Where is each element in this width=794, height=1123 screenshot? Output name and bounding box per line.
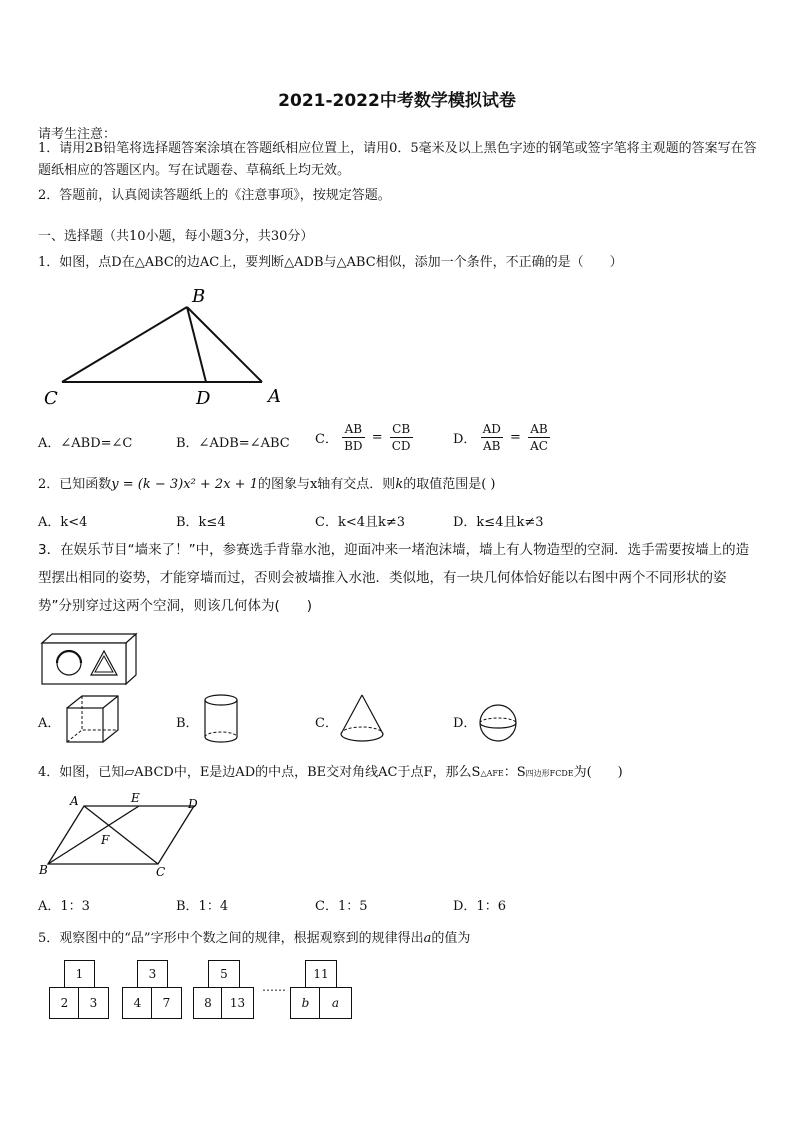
q4-option-d[interactable]: D．1：6	[453, 899, 506, 914]
question-4-stem	[38, 761, 623, 780]
q5-stem-post: 的值为	[431, 931, 471, 946]
q1-option-c-label: C．	[315, 432, 338, 447]
pin-left-box: 8	[193, 987, 223, 1019]
label-a: A	[70, 794, 79, 808]
q3-option-a[interactable]: A．	[38, 716, 61, 731]
label-f: F	[101, 833, 110, 847]
pin-right-box: 3	[78, 987, 109, 1019]
q2-stem-pre: 2．已知函数	[38, 477, 112, 492]
pin-top-box: 11	[305, 960, 337, 988]
numerator: AD	[482, 422, 501, 436]
q4-stem: 4．如图，已知▱ABCD中，E是边AD的中点，BE交对角线AC于点F，那么S	[38, 765, 481, 780]
cylinder-icon	[200, 692, 242, 746]
pin-left-box: 2	[49, 987, 80, 1019]
label-e: E	[131, 791, 140, 805]
q1-option-b[interactable]: B．∠ADB=∠ABC	[176, 436, 290, 451]
notice-item-2: 2．答题前，认真阅读答题纸上的《注意事项》，按规定答题。	[38, 188, 391, 203]
denominator: BD	[344, 439, 363, 453]
label-b: B	[192, 286, 206, 307]
denominator: AB	[482, 439, 501, 453]
q2-option-a[interactable]: A．k<4	[38, 515, 88, 530]
notice-heading: 请考生注意：	[38, 127, 117, 142]
question-1-stem: 1．如图，点D在△ABC的边AC上，要判断△ADB与△ABC相似，添加一个条件，不正确的是（ ）	[38, 255, 623, 270]
pin-top-box: 3	[137, 960, 168, 988]
q2-stem-post: 的取值范围是( )	[403, 477, 496, 492]
q4-option-c[interactable]: C．1：5	[315, 899, 368, 914]
q5-a: a	[423, 931, 432, 946]
q1-option-c[interactable]	[315, 421, 413, 454]
q4-colon: ：S	[503, 765, 526, 780]
diagonal-ac	[84, 806, 158, 864]
fraction	[390, 421, 413, 454]
equals-sign: =	[371, 430, 383, 445]
q4-subscript-fcde: 四边形FCDE	[525, 769, 574, 778]
pin-right-box: 7	[151, 987, 182, 1019]
q2-option-d[interactable]: D．k≤4且k≠3	[453, 515, 544, 530]
denominator: CD	[391, 439, 411, 453]
q2-k: k	[395, 477, 404, 492]
question-5-stem	[38, 927, 470, 946]
q3-option-b[interactable]: B．	[176, 716, 199, 731]
q5-stem-pre: 5．观察图中的“品”字形中个数之间的规律，根据观察到的规律得出	[38, 931, 424, 946]
pin-left-box: 4	[122, 987, 153, 1019]
fraction	[342, 421, 364, 454]
fraction	[481, 421, 503, 454]
pin-right-box: 13	[221, 987, 254, 1019]
label-d: D	[188, 797, 198, 811]
q3-option-d[interactable]: D．	[453, 716, 477, 731]
q3-option-c[interactable]: C．	[315, 716, 338, 731]
q2-formula: y = (k − 3)x² + 2x + 1	[111, 477, 258, 492]
wall-with-circle-and-triangle-holes-icon	[40, 631, 140, 687]
ellipsis: ……	[262, 980, 286, 994]
label-a: A	[268, 386, 281, 407]
numerator: AB	[342, 421, 364, 438]
equals-sign: =	[510, 430, 521, 445]
denominator: AC	[530, 439, 548, 453]
cube-icon	[64, 693, 124, 745]
q4-subscript-afe: △AFE	[480, 769, 504, 778]
question-2-stem	[38, 473, 495, 492]
label-c: C	[156, 865, 166, 879]
q1-option-d-label: D．	[453, 432, 477, 447]
segment-be	[48, 806, 139, 864]
pin-right-box: a	[319, 987, 352, 1019]
fraction	[528, 421, 550, 454]
pin-left-box: b	[290, 987, 321, 1019]
segment-cb	[62, 307, 187, 382]
q4-option-b[interactable]: B．1：4	[176, 899, 229, 914]
question-3-stem: 3．在娱乐节目“墙来了！”中，参赛选手背靠水池，迎面冲来一堵泡沫墙，墙上有人物造型的空洞．选手需要按墙上的造型摆出相同的姿势，才能穿墙而过，否则会被墙推入水池．类似地，有一块几何体恰好能以右图中两个不同形状的姿势”分别穿过这两个空洞，则该几何体为( )	[38, 542, 750, 614]
pin-top-box: 1	[64, 960, 95, 988]
notice-item-1: 1．请用2B铅笔将选择题答案涂填在答题纸相应位置上，请用0．5毫米及以上黑色字迹的钢笔或签字笔将主观题的答案写在答题纸相应的答题区内。写在试题卷、草稿纸上均无效。	[38, 141, 757, 178]
q4-stem-end: 为( )	[573, 765, 623, 780]
numerator: AB	[528, 421, 550, 438]
page-title: 2021-2022中考数学模拟试卷	[278, 91, 516, 111]
parallelogram-abcd-figure	[36, 791, 216, 883]
q4-option-a[interactable]: A．1：3	[38, 899, 90, 914]
label-c: C	[44, 388, 58, 409]
label-d: D	[196, 388, 211, 409]
q1-option-a[interactable]: A．∠ABD=∠C	[38, 436, 133, 451]
label-b: B	[39, 863, 48, 877]
numerator: CB	[390, 421, 413, 438]
q2-option-b[interactable]: B．k≤4	[176, 515, 226, 530]
sphere-icon	[477, 702, 519, 744]
pin-top-box: 5	[208, 960, 240, 988]
q2-stem-mid: 的图象与x轴有交点．则	[257, 477, 396, 492]
q2-option-c[interactable]: C．k<4且k≠3	[315, 515, 406, 530]
segment-ba	[187, 307, 262, 382]
q1-option-d[interactable]	[453, 421, 550, 454]
triangle-abc-figure	[40, 282, 290, 412]
section-heading: 一、选择题（共10小题，每小题3分，共30分）	[38, 229, 314, 244]
segment-bd	[187, 307, 206, 382]
cone-icon	[337, 692, 387, 746]
